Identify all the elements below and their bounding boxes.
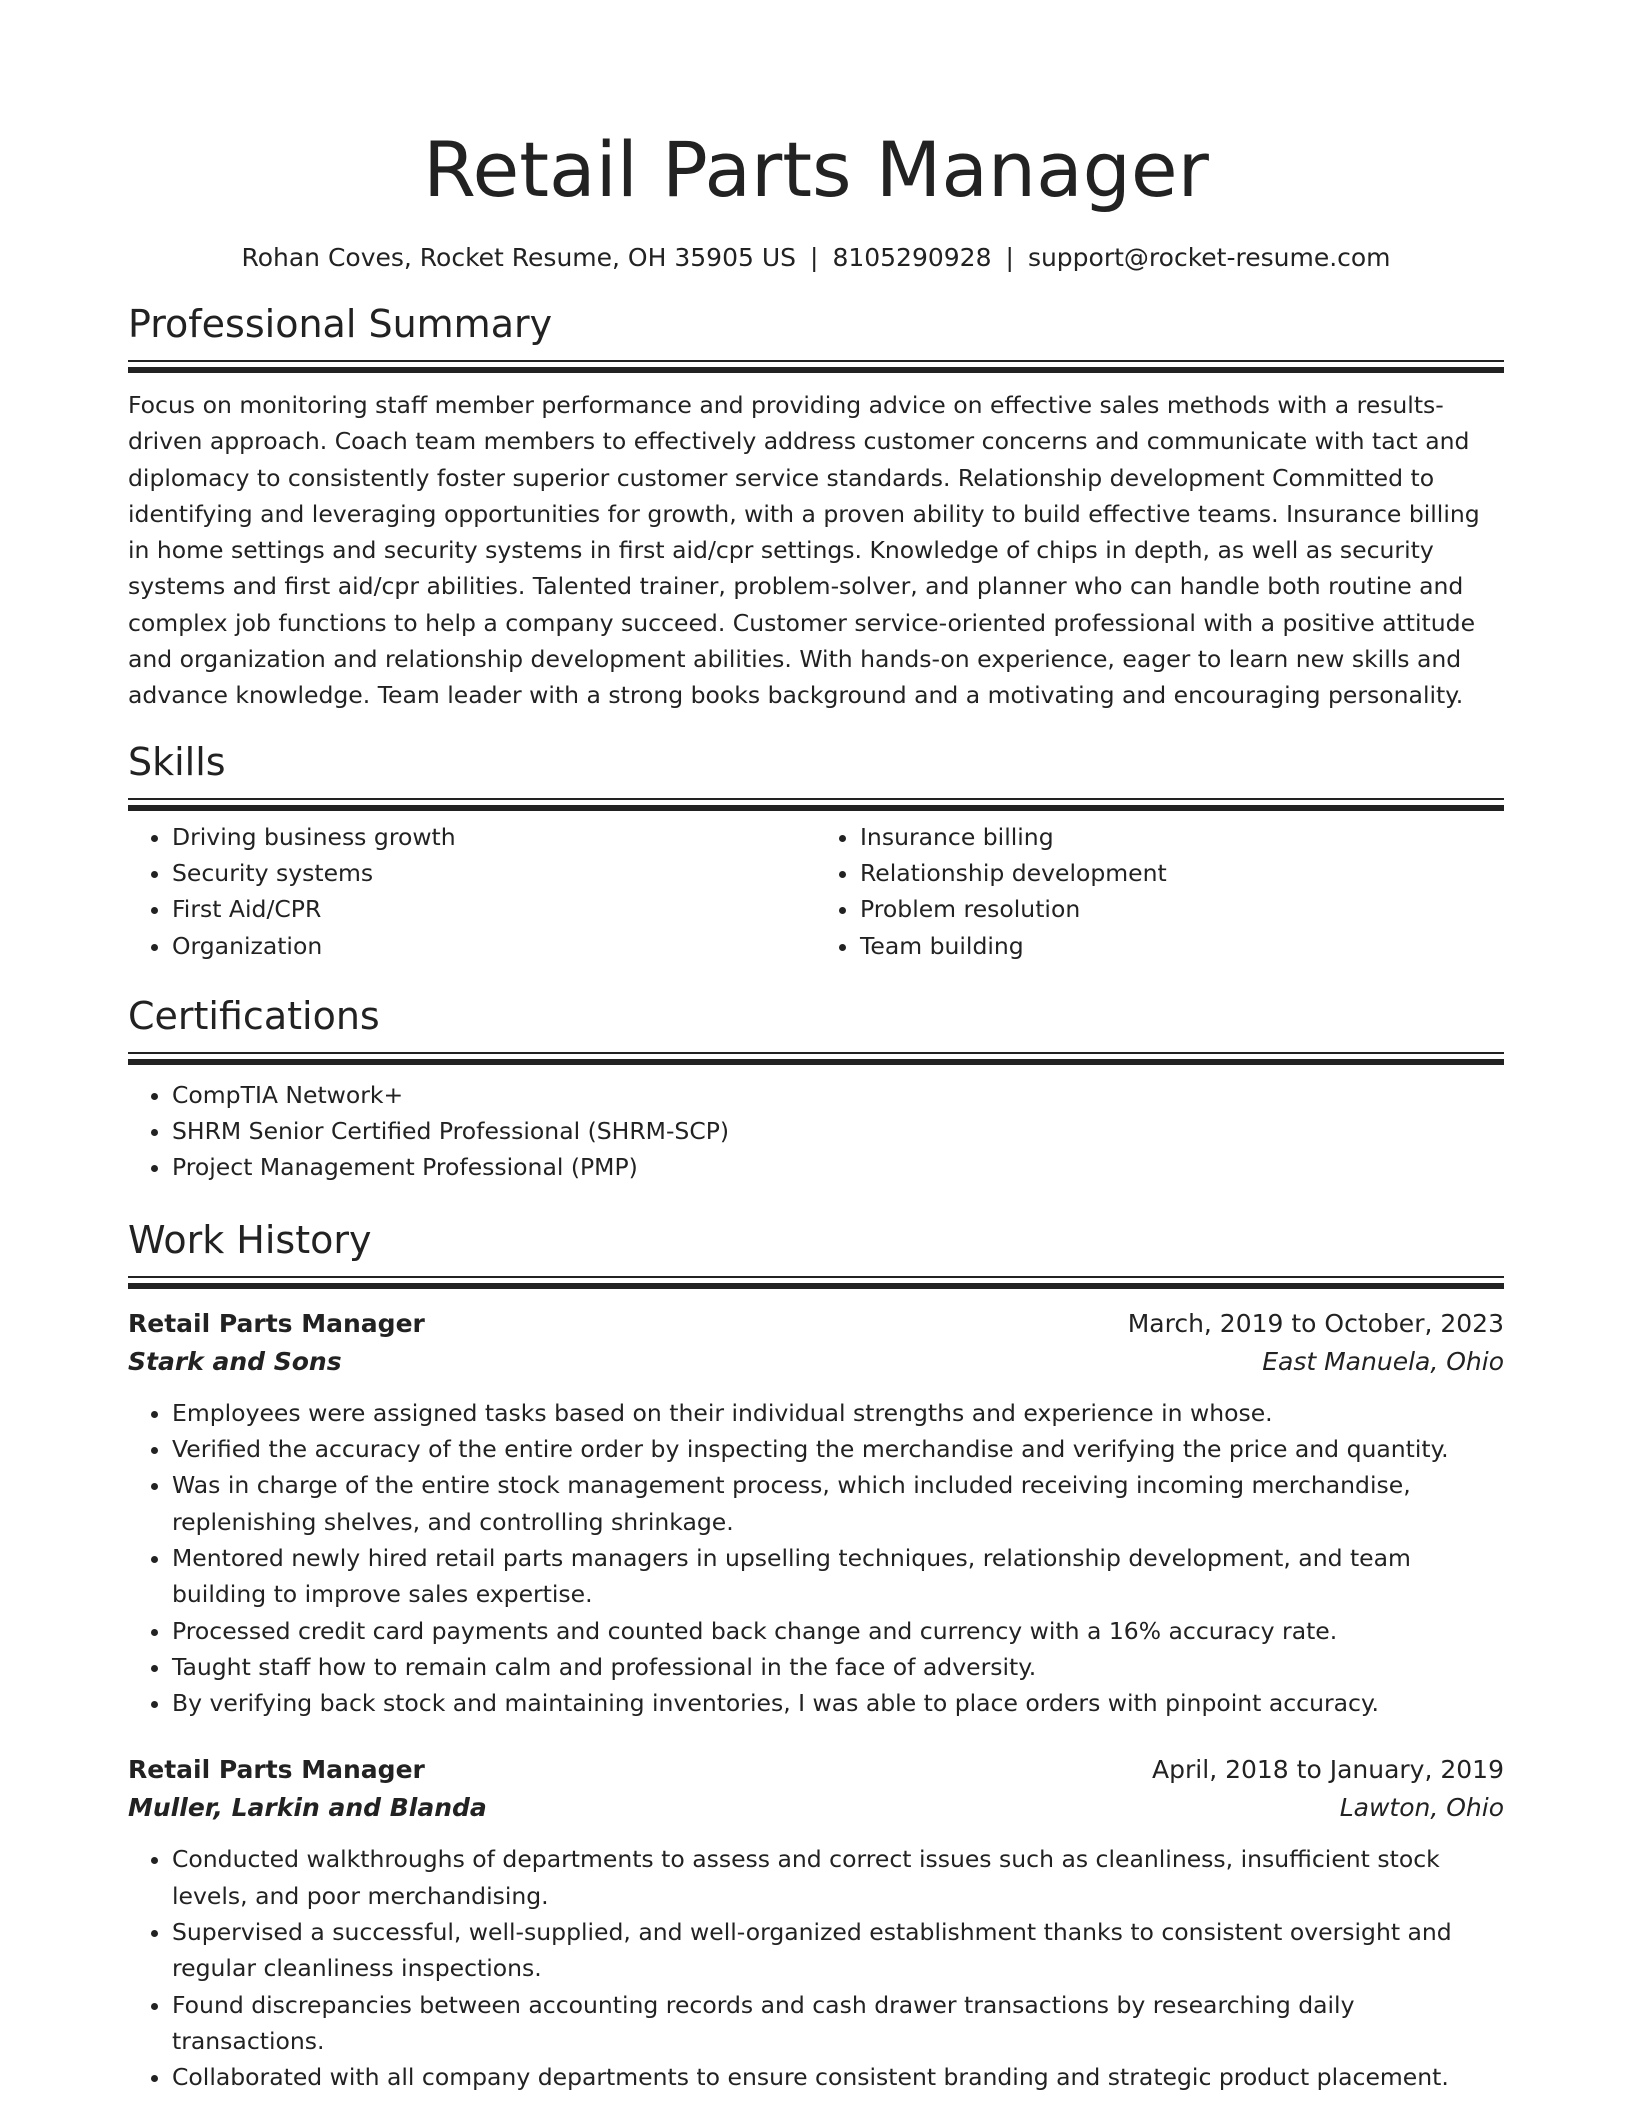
job-location: East Manuela, Ohio — [1262, 1346, 1504, 1376]
job-bullet: • By verifying back stock and maintaining inventories, I was able to place orders with pinpoint accuracy. — [172, 1685, 1504, 1721]
job-location: Lawton, Ohio — [1339, 1793, 1504, 1823]
job-company: Stark and Sons — [128, 1346, 342, 1376]
certification-item: • SHRM Senior Certified Professional (SHRM-SCP) — [172, 1113, 1504, 1149]
contact-email: support@rocket-resume.com — [1027, 243, 1391, 272]
job-subheader-row — [128, 1789, 1504, 1827]
skills-columns — [128, 819, 1504, 964]
job-bullet: • Verified the accuracy of the entire order by inspecting the merchandise and verifying the price and quantity. — [172, 1431, 1504, 1467]
job-title: Retail Parts Manager — [128, 1308, 425, 1338]
job-bullet: • Supervised a successful, well-supplied, and well-organized establishment thanks to consistent oversight and regular cleanliness inspections. — [172, 1914, 1504, 1987]
section-heading-summary: Professional Summary — [128, 302, 553, 346]
section-heading-skills: Skills — [128, 739, 226, 784]
job-bullet: • Taught staff how to remain calm and professional in the face of adversity. — [172, 1649, 1504, 1685]
job-header-row — [128, 1751, 1504, 1789]
skill-item: • Relationship development — [860, 855, 1504, 891]
section-divider — [128, 360, 1504, 373]
certifications-section — [128, 990, 1504, 1186]
summary-section — [128, 298, 1504, 714]
certification-item: • CompTIA Network+ — [172, 1077, 1504, 1113]
job-bullet: • Collaborated with all company departments to ensure consistent branding and strategic product placement. — [172, 2059, 1504, 2095]
job-header-row — [128, 1305, 1504, 1343]
job-bullet: • Employees were assigned tasks based on their individual strengths and experience in whose. — [172, 1395, 1504, 1431]
contact-address: Rohan Coves, Rocket Resume, OH 35905 US — [241, 243, 796, 272]
contact-phone: 8105290928 — [832, 243, 992, 272]
contact-separator: | — [810, 243, 819, 272]
job-dates: April, 2018 to January, 2019 — [1152, 1755, 1504, 1785]
certification-item: • Project Management Professional (PMP) — [172, 1149, 1504, 1185]
skill-item: • Security systems — [172, 855, 816, 891]
skill-item: • Problem resolution — [860, 891, 1504, 927]
job-bullet: • Was in charge of the entire stock management process, which included receiving incoming merchandise, replenishing shelves, and controlling shrinkage. — [172, 1467, 1504, 1540]
skills-section — [128, 736, 1504, 964]
job-bullet-list — [128, 1395, 1504, 1722]
job-bullet: • Processed credit card payments and counted back change and currency with a 16% accuracy rate. — [172, 1613, 1504, 1649]
certification-list — [128, 1077, 1504, 1186]
section-divider — [128, 1276, 1504, 1289]
skill-item: • Insurance billing — [860, 819, 1504, 855]
skills-column-left — [128, 819, 816, 964]
skill-item: • Driving business growth — [172, 819, 816, 855]
job-entry — [128, 1751, 1504, 2095]
skill-item: • First Aid/CPR — [172, 891, 816, 927]
summary-text: Focus on monitoring staff member performance and providing advice on effective sales methods with a results-driven approach. Coach team members to effectively address customer concerns and communicate with tact and diplomacy to consistently foster superior customer service standards. Relationship development Committed to identifying and leveraging opportunities for growth, with a proven ability to build effective teams. Insurance billing in home settings and security systems in first aid/cpr settings. Knowledge of chips in depth, as well as security systems and first aid/cpr abilities. Talented trainer, problem-solver, and planner who can handle both routine and complex job functions to help a company succeed. Customer service-oriented professional with a positive attitude and organization and relationship development abilities. With hands-on experience, eager to learn new skills and advance knowledge. Team leader with a strong books background and a motivating and encouraging personality. — [128, 391, 1480, 710]
skill-item: • Team building — [860, 928, 1504, 964]
section-heading-certifications: Certifications — [128, 993, 380, 1038]
job-entry — [128, 1305, 1504, 1722]
section-heading-work-history: Work History — [128, 1217, 372, 1262]
job-dates: March, 2019 to October, 2023 — [1127, 1308, 1504, 1338]
resume-title: Retail Parts Manager — [423, 125, 1209, 214]
skill-item: • Organization — [172, 928, 816, 964]
job-bullet-list — [128, 1841, 1504, 2095]
job-bullet: • Conducted walkthroughs of departments to assess and correct issues such as cleanliness, insufficient stock levels, and poor merchandising. — [172, 1841, 1504, 1914]
work-history-section — [128, 1214, 1504, 2096]
section-divider — [128, 1052, 1504, 1065]
skills-column-right — [816, 819, 1504, 964]
job-title: Retail Parts Manager — [128, 1755, 425, 1785]
job-bullet: • Mentored newly hired retail parts managers in upselling techniques, relationship development, and team building to improve sales expertise. — [172, 1540, 1504, 1613]
contact-separator: | — [1005, 243, 1014, 272]
job-subheader-row — [128, 1343, 1504, 1381]
job-bullet: • Found discrepancies between accounting records and cash drawer transactions by researching daily transactions. — [172, 1987, 1504, 2060]
contact-line — [128, 240, 1504, 276]
section-divider — [128, 798, 1504, 811]
job-company: Muller, Larkin and Blanda — [128, 1793, 487, 1823]
